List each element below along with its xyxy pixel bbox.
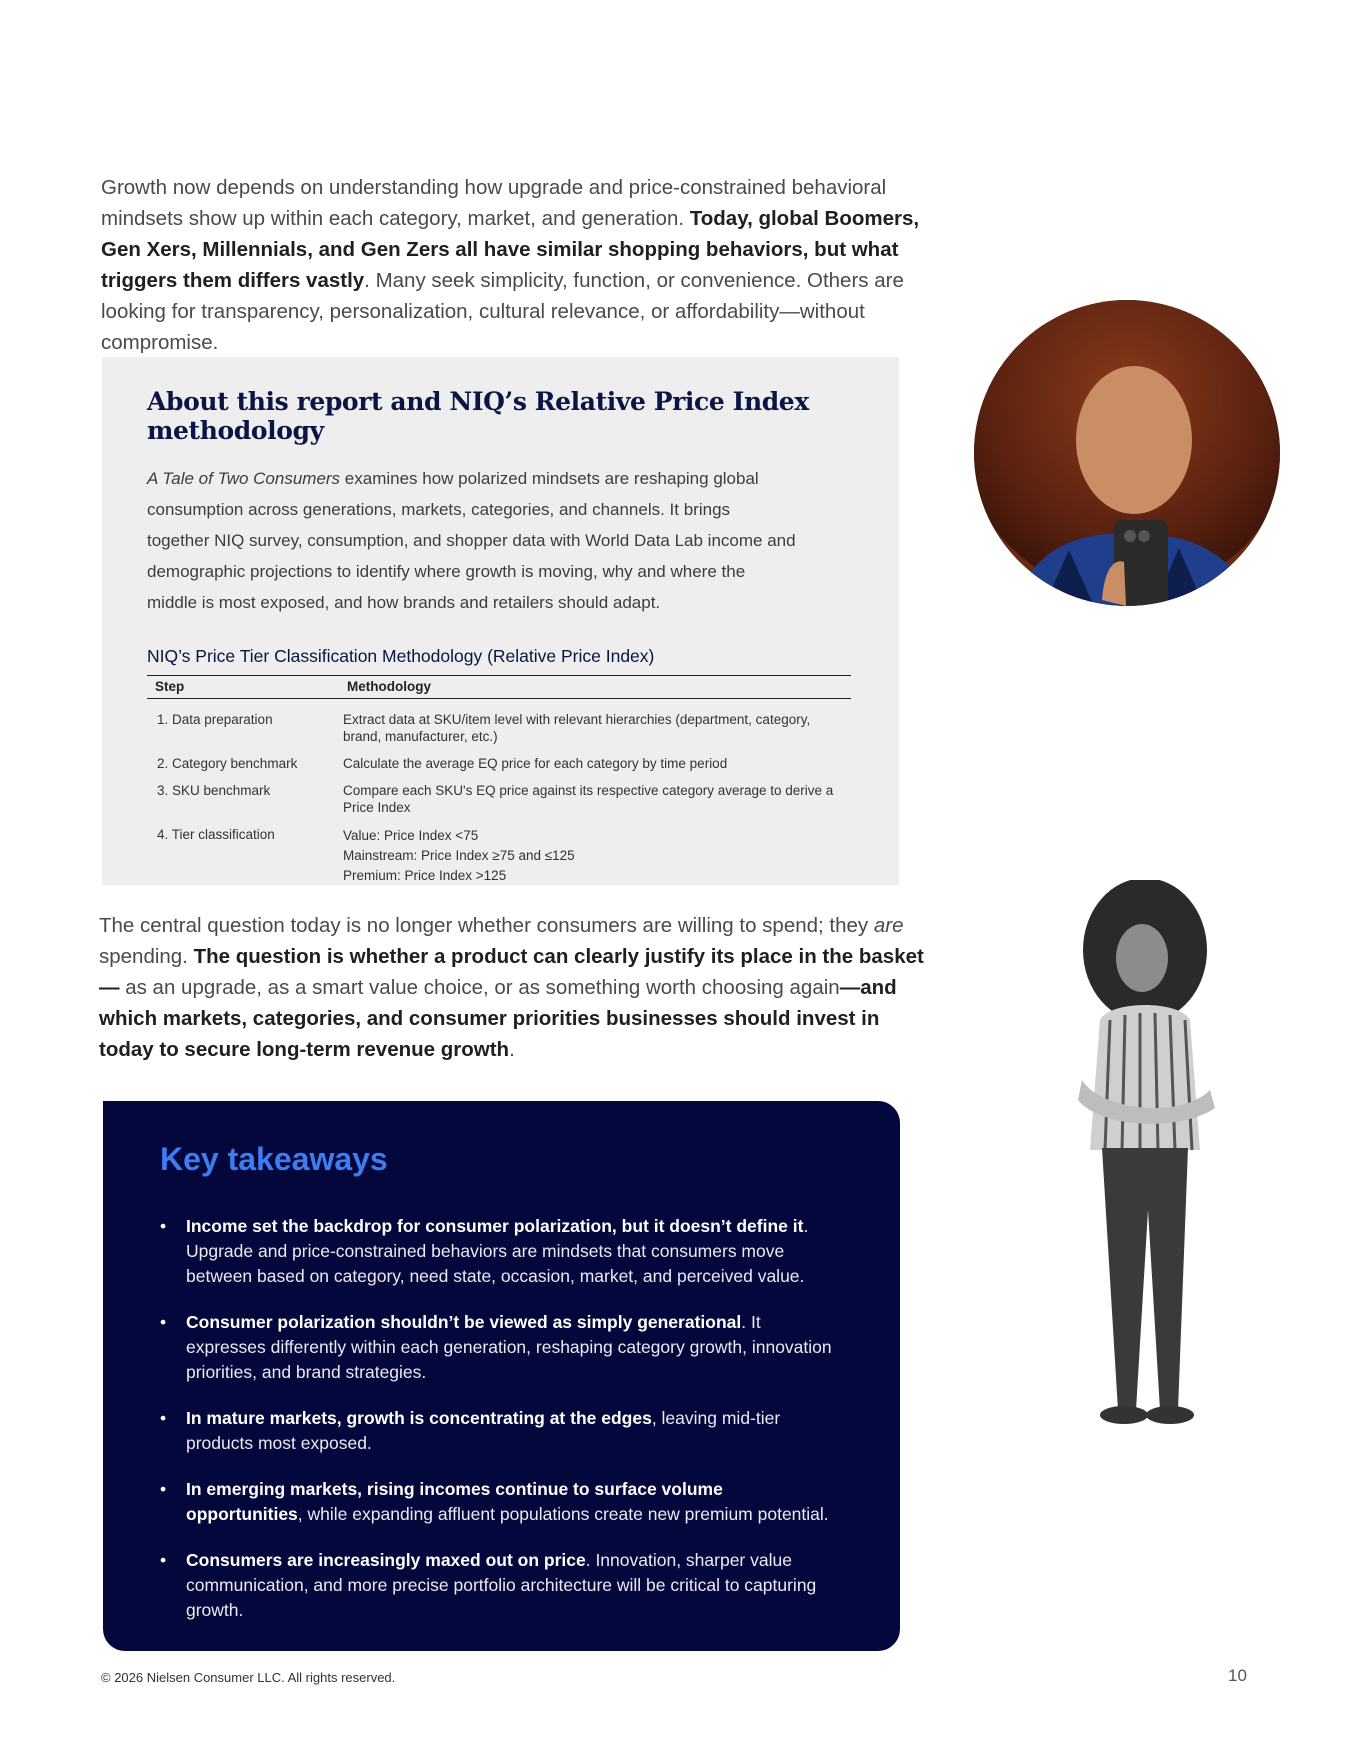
takeaway-text: . Innovation, sharper value communication, and more precise portfolio architecture will be critical to capturing growth. [186,1550,817,1620]
table-row [147,772,851,816]
list-item [160,1214,840,1289]
takeaway-bold: Income set the backdrop for consumer polarization, but it doesn’t define it [186,1216,804,1236]
takeaway-bold: In emerging markets, rising incomes continue to surface volume opportunities [186,1479,723,1524]
central-text-2: spending. [99,945,194,968]
report-name: A Tale of Two Consumers [147,469,341,488]
methodology-cell: Extract data at SKU/item level with relevant hierarchies (department, category, brand, manufacturer, etc.) [343,712,811,744]
intro-text-2: . Many seek simplicity, function, or convenience. Others are looking for transparency, personalization, cultural relevance, or affordability—without compromise. [101,269,904,354]
tier-mainstream-line: Mainstream: Price Index ≥75 and ≤125 [343,848,575,863]
tier-value-line: Value: Price Index <75 [343,828,479,843]
takeaway-text: . It expresses differently within each generation, reshaping category growth, innovation priorities, and brand strategies. [186,1312,832,1382]
takeaway-bold: Consumers are increasingly maxed out on price [186,1550,586,1570]
standing-woman-photo [1010,880,1270,1440]
list-item [160,1477,840,1527]
column-header-methodology: Methodology [343,676,851,699]
intro-text-1: Growth now depends on understanding how upgrade and price-constrained behavioral mindsets show up within each category, market, and generation. [101,176,887,230]
page-number: 10 [1228,1666,1247,1685]
methodology-title: About this report and NIQ’s Relative Price Index methodology [147,387,809,445]
step-cell: 3. SKU benchmark [157,783,271,798]
tier-table-title: NIQ’s Price Tier Classification Methodology (Relative Price Index) [147,646,655,666]
methodology-cell: Compare each SKU's EQ price against its respective category average to derive a Price Index [343,783,834,815]
step-cell: 2. Category benchmark [157,756,298,771]
table-header-row [147,676,851,699]
footer-copyright: © 2026 Nielsen Consumer LLC. All rights reserved. [101,1670,396,1685]
list-item [160,1310,840,1385]
step-cell: 4. Tier classification [157,827,275,842]
methodology-body-text: examines how polarized mindsets are reshaping global consumption across generations, markets, categories, and channels. It brings together NIQ survey, consumption, and shopper data with World Data Lab income and demographic projections to identify where growth is moving, why and where the middle is most exposed, and how brands and retailers should adapt. [147,469,796,612]
central-text-4: . [509,1038,515,1061]
central-italic: are [873,914,904,937]
bullet-icon: • [160,1312,167,1332]
portrait-illustration [974,300,1280,606]
takeaway-bold: In mature markets, growth is concentrating at the edges [186,1408,652,1428]
central-text-1: The central question today is no longer whether consumers are willing to spend; they [99,914,874,937]
central-question-paragraph [99,910,929,1065]
bullet-icon: • [160,1408,167,1428]
bullet-icon: • [160,1550,167,1570]
takeaway-text: . Upgrade and price-constrained behaviors are mindsets that consumers move between based on category, need state, occasion, market, and perceived value. [186,1216,809,1286]
methodology-description [147,463,797,618]
takeaways-list [160,1214,840,1623]
methodology-cell [343,816,851,886]
list-item [160,1548,840,1623]
bullet-icon: • [160,1216,167,1236]
central-bold-1: The question is whether a product can clearly justify its place in the basket— [99,945,924,999]
central-bold-2: —and which markets, categories, and consumer priorities businesses should invest in today to secure long-term revenue growth [99,976,897,1061]
tier-premium-line: Premium: Price Index >125 [343,868,507,883]
bullet-icon: • [160,1479,167,1499]
price-tier-table [147,675,851,886]
takeaway-text: , while expanding affluent populations create new premium potential. [297,1504,829,1524]
key-takeaways-box [103,1101,900,1651]
table-row [147,745,851,772]
column-header-step: Step [147,676,343,699]
intro-paragraph [101,172,921,358]
step-cell: 1. Data preparation [157,712,273,727]
table-row [147,816,851,886]
standing-woman-illustration [1010,880,1270,1440]
table-row [147,699,851,746]
takeaway-bold: Consumer polarization shouldn’t be viewed as simply generational [186,1312,742,1332]
takeaway-text: , leaving mid-tier products most exposed. [186,1408,781,1453]
methodology-box [102,357,899,885]
key-takeaways-title: Key takeaways [160,1141,388,1177]
methodology-cell: Calculate the average EQ price for each category by time period [343,756,728,771]
central-text-3: as an upgrade, as a smart value choice, or as something worth choosing again [119,976,840,999]
woman-with-phone-photo [974,300,1280,606]
list-item [160,1406,840,1456]
intro-bold: Today, global Boomers, Gen Xers, Millennials, and Gen Zers all have similar shopping behaviors, but what triggers them differs vastly [101,207,920,292]
